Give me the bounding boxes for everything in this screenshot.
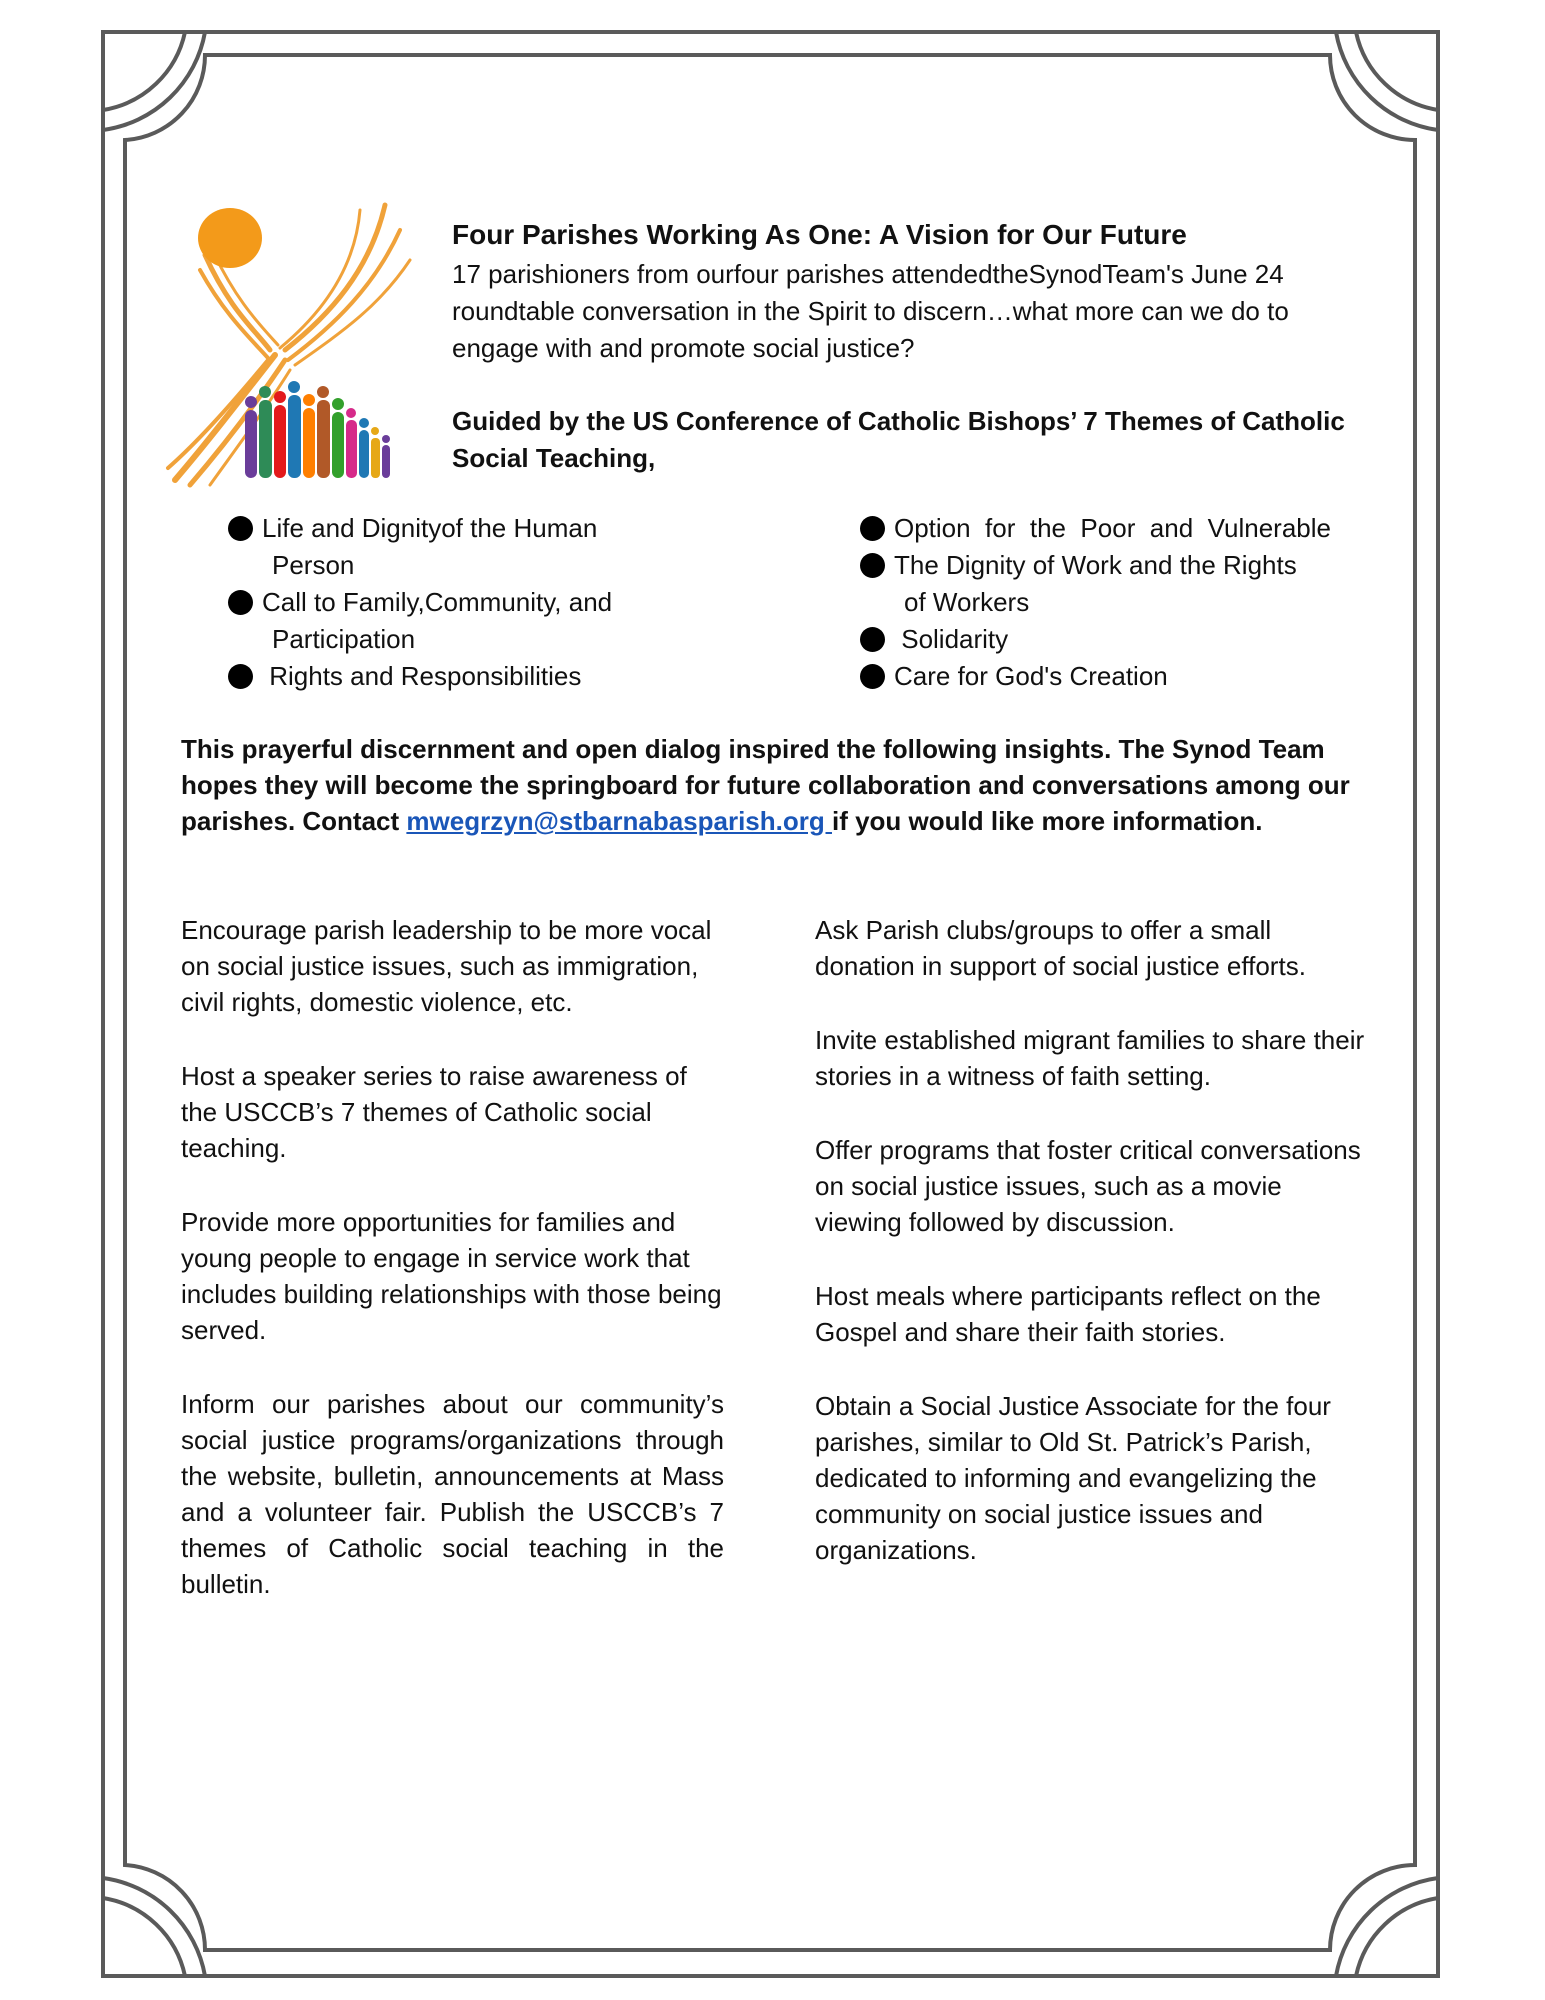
insight-item: Obtain a Social Justice Associate for the four parishes, similar to Old St. Patrick’s Parish, dedicated to informing and evangelizing the community on social justice issues and organizations. <box>815 1391 1331 1565</box>
contact-email-link[interactable]: mwegrzyn@stbarnabasparish.org <box>406 806 832 836</box>
theme-item: Life and Dignityof the Human Person <box>228 510 668 584</box>
bullet-icon <box>228 516 253 541</box>
insight-item: Offer programs that foster critical conversations on social justice issues, such as a movie viewing followed by discussion. <box>815 1135 1361 1237</box>
bullet-icon <box>860 516 885 541</box>
bullet-icon <box>228 590 253 615</box>
guided-by-heading: Guided by the US Conference of Catholic Bishops’ 7 Themes of Catholic Social Teaching, <box>452 406 1345 473</box>
synod-figure-logo-icon <box>160 200 445 490</box>
bullet-icon <box>228 664 253 689</box>
bullet-icon <box>860 664 885 689</box>
theme-item: Care for God's Creation <box>860 658 1350 695</box>
insight-item: Inform our parishes about our community’s social justice programs/organizations through the website, bulletin, announcements at Mass and a volunteer fair. Publish the USCCB’s 7 themes of Catholic social teaching in the bulletin. <box>181 1389 724 1599</box>
theme-item: Rights and Responsibilities <box>228 658 668 695</box>
theme-item: The Dignity of Work and the Rights of Workers <box>860 547 1350 621</box>
theme-item: Solidarity <box>860 621 1350 658</box>
insight-item: Invite established migrant families to share their stories in a witness of faith setting. <box>815 1025 1365 1091</box>
themes-list-left <box>228 510 668 695</box>
insight-item: Ask Parish clubs/groups to offer a small donation in support of social justice efforts. <box>815 915 1306 981</box>
theme-item: Option for the Poor and Vulnerable <box>860 510 1350 547</box>
insight-item: Encourage parish leadership to be more vocal on social justice issues, such as immigration, civil rights, domestic violence, etc. <box>181 915 712 1017</box>
insight-item: Host meals where participants reflect on the Gospel and share their faith stories. <box>815 1281 1321 1347</box>
themes-list-right <box>860 510 1350 695</box>
theme-item: Call to Family,Community, and Participation <box>228 584 668 658</box>
insights-intro: This prayerful discernment and open dialog inspired the following insights. The Synod Team hopes they will become the springboard for future collaboration and conversations among our parishes. Contact mwegrzyn@stbarnabasparish.org if you would like more information. <box>181 734 1350 836</box>
insights-column-left <box>181 912 724 1640</box>
insight-item: Host a speaker series to raise awareness of the USCCB’s 7 themes of Catholic social teaching. <box>181 1061 687 1163</box>
bullet-icon <box>860 553 885 578</box>
intro-paragraph: 17 parishioners from ourfour parishes attendedtheSynodTeam's June 24 roundtable conversation in the Spirit to discern…what more can we do to engage with and promote social justice? <box>452 259 1289 363</box>
insights-column-right <box>815 912 1375 1606</box>
bullet-icon <box>860 627 885 652</box>
page-title: Four Parishes Working As One: A Vision for Our Future <box>452 219 1187 250</box>
insight-item: Provide more opportunities for families and young people to engage in service work that includes building relationships with those being served. <box>181 1207 722 1345</box>
